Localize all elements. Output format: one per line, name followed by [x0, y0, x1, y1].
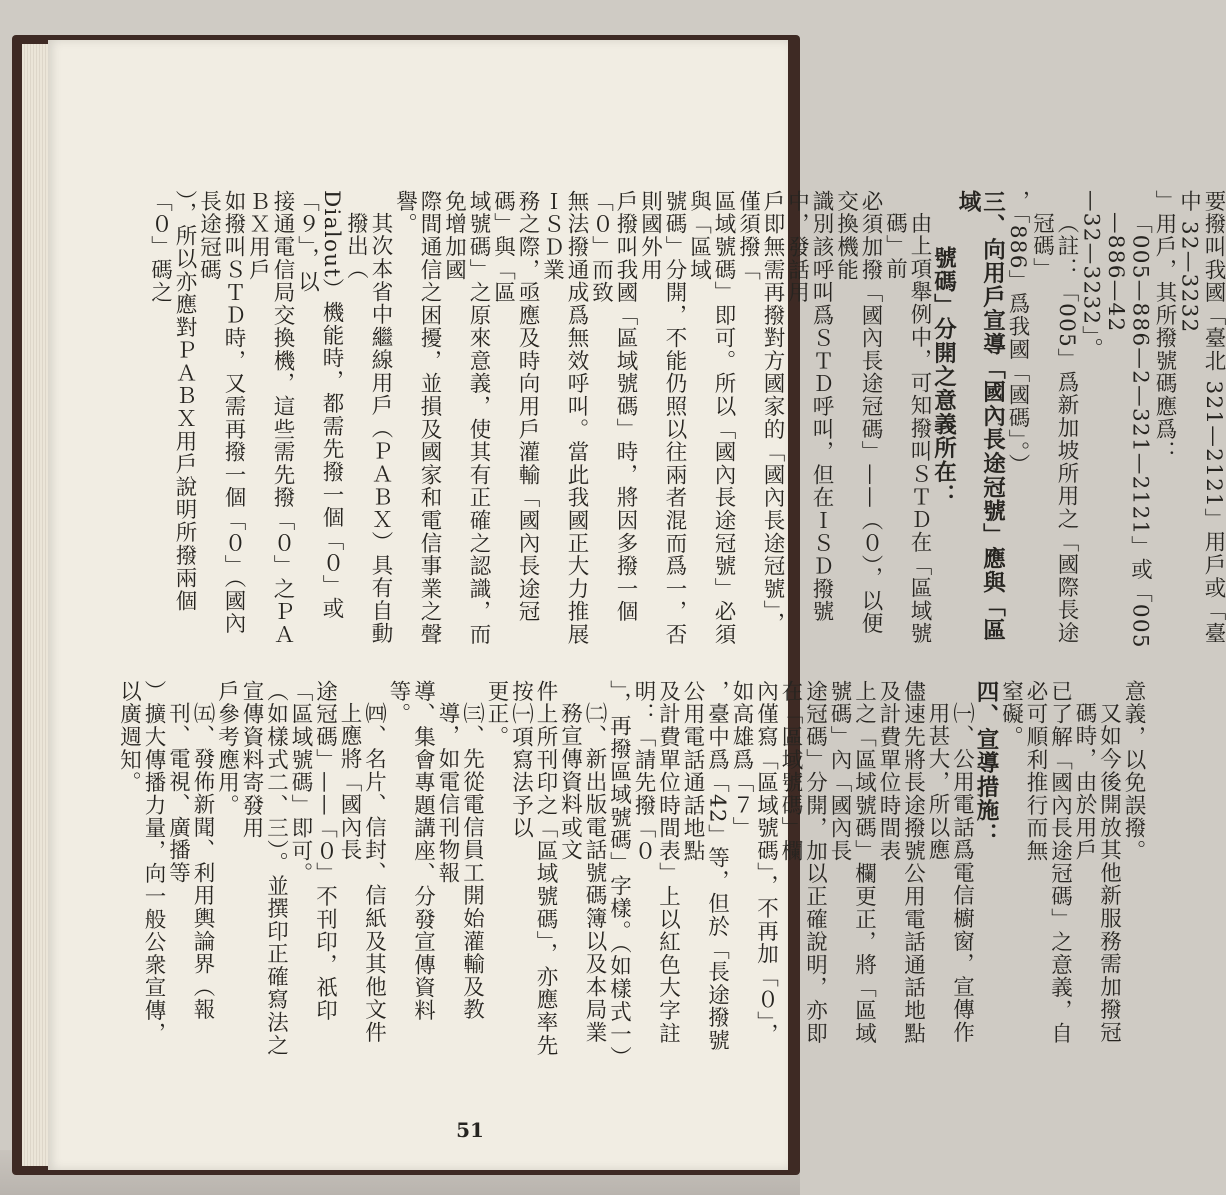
text-line: 窒礙。 — [998, 680, 1024, 749]
text-line: 戶即無需再撥對方國家的「國內長途冠號」，僅須撥「 — [735, 190, 785, 636]
text-line: 識別該呼叫爲ＳＴＤ呼叫，但在ＩＳＤ撥號中，發話用 — [784, 190, 834, 624]
text-line: 際間通信之困擾，並損及國家和電信事業之聲譽。 — [392, 190, 442, 646]
text-line: 件上所刊印之「區域號碼」，亦應率先按㈠項寫法予以 — [508, 680, 558, 1057]
text-line: 儘速先將長途撥號公用電話通話地點及計費單位時間表 — [876, 680, 926, 1045]
text-line: ），所以亦應對ＰＡＢＸ用戶說明所撥兩個「０」碼之 — [147, 190, 197, 613]
text-line: 意義，以免誤撥。 — [1121, 680, 1146, 863]
text-line: 內僅寫「區域號碼」，不再加「０」，如高雄爲「７」 — [729, 680, 779, 1046]
lower-text-block — [116, 680, 1146, 1069]
text-line: 無法撥通成爲無效呼叫。當此我國正大力推展ＩＳＤ業 — [539, 190, 589, 646]
text-line: 」用戶，其所撥號碼應爲： — [1152, 190, 1177, 464]
text-line: （註：「005」爲新加坡所用之「國際長途冠碼」 — [1029, 211, 1079, 644]
text-line: 已了解「國內長途冠碼」之意義，自必可順利推行而無 — [1023, 680, 1073, 1045]
text-line: 域號碼」之原來意義，使其有正確之認識，而免增加國 — [441, 190, 491, 646]
text-line: 號碼」分開，不能仍照以往兩者混而爲一，否則國外用 — [637, 190, 687, 646]
text-line: 其次本省中繼線用戶（ＰＡＢＸ）具有自動撥出（ — [343, 211, 393, 645]
text-line: 導、集會專題講座、分發宣傳資料等。 — [386, 680, 436, 1022]
book-page — [48, 40, 1226, 1170]
text-line: ㈣、名片、信封、信紙及其他文件上應將「國內長 — [337, 701, 387, 1044]
text-line: ，臺中爲「42」等，但於「長途撥號公用電話通話地點 — [680, 680, 730, 1052]
text-line: ㈡、新出版電話號碼簿以及本局業務宣傳資料或文 — [557, 701, 607, 1044]
text-line: ）擴大傳播力量，向一般公衆宣傳，以廣週知。 — [116, 680, 166, 1045]
text-line: 途冠碼」——「０」不刊印，祇印「區域號碼」即可。 — [288, 680, 338, 1022]
text-line: 「005—886—2—321—2121」或「005—886—42 — [1103, 211, 1153, 649]
text-line: 又如今後開放其他新服務需加撥冠碼時，由於用戶 — [1072, 701, 1122, 1044]
page-number: 51 — [456, 1118, 484, 1142]
text-line: 區域號碼」即可。所以「國內長途冠號」必須與「區域 — [686, 190, 736, 646]
text-line: 必須加撥「國內長途冠碼」——（０），以便交換機能 — [833, 190, 883, 636]
text-line: 務之際，亟應及時向用戶灌輸「國內長途冠碼」與「區 — [490, 190, 540, 624]
text-line: 及計費單位時間表」上以紅色大字註明：「請先撥「０ — [631, 680, 681, 1045]
section-heading-3: 三、向用戶宣導「國內長途冠號」應與「區域 — [955, 190, 1006, 643]
section-heading-4: 四、宣導措施： — [973, 680, 999, 847]
text-line: ㈠、公用電話爲電信櫥窗，宣傳作用甚大，所以應 — [925, 701, 975, 1044]
text-line: 接通電信局交換機，這些需先撥「０」之ＰＡＢＸ用戶 — [245, 190, 295, 646]
text-line: Dialout）機能時，都需先撥一個「０」或「９」，以 — [294, 190, 344, 621]
text-line: 上之「區域號碼」欄更正，將「區域號碼」內「國內長 — [827, 680, 877, 1045]
text-line: 由上項舉例中，可知撥叫ＳＴＤ在「區域號碼」前 — [882, 211, 932, 645]
text-line: 戶撥叫我國「區域號碼」時，將因多撥一個「０」而致 — [588, 190, 638, 624]
text-line: 」，再撥區域號碼」字樣。（如樣式一） — [606, 680, 632, 1069]
text-line: 戶參考應用。 — [214, 680, 240, 817]
text-line: 如撥叫ＳＴＤ時，又需再撥一個「０」（國內長途冠碼 — [196, 190, 246, 636]
section-heading-3-continued: 號碼」分開之意義所在： — [930, 246, 957, 508]
text-line: ，「886」爲我國「國碼」。） — [1005, 190, 1030, 477]
text-line: 要撥叫我國「臺北 321—2121」用戶或「臺中 32—3232 — [1176, 190, 1226, 645]
upper-text-block — [147, 190, 1225, 650]
text-line: 更正。 — [484, 680, 509, 749]
text-line: —32—3232」。 — [1078, 190, 1104, 361]
text-line: ㈢、先從電信員工開始灌輸及教導，如電信刊物報 — [435, 701, 485, 1021]
text-line: 途冠碼」分開，加以正確說明，亦即在「區域號碼」欄 — [778, 680, 828, 1045]
text-line: （如樣式二、三）。並撰印正確寫法之宣傳資料寄發用 — [239, 680, 289, 1057]
text-line: ㈤、發佈新聞、利用輿論界（報刊、電視、廣播等 — [165, 701, 215, 1021]
